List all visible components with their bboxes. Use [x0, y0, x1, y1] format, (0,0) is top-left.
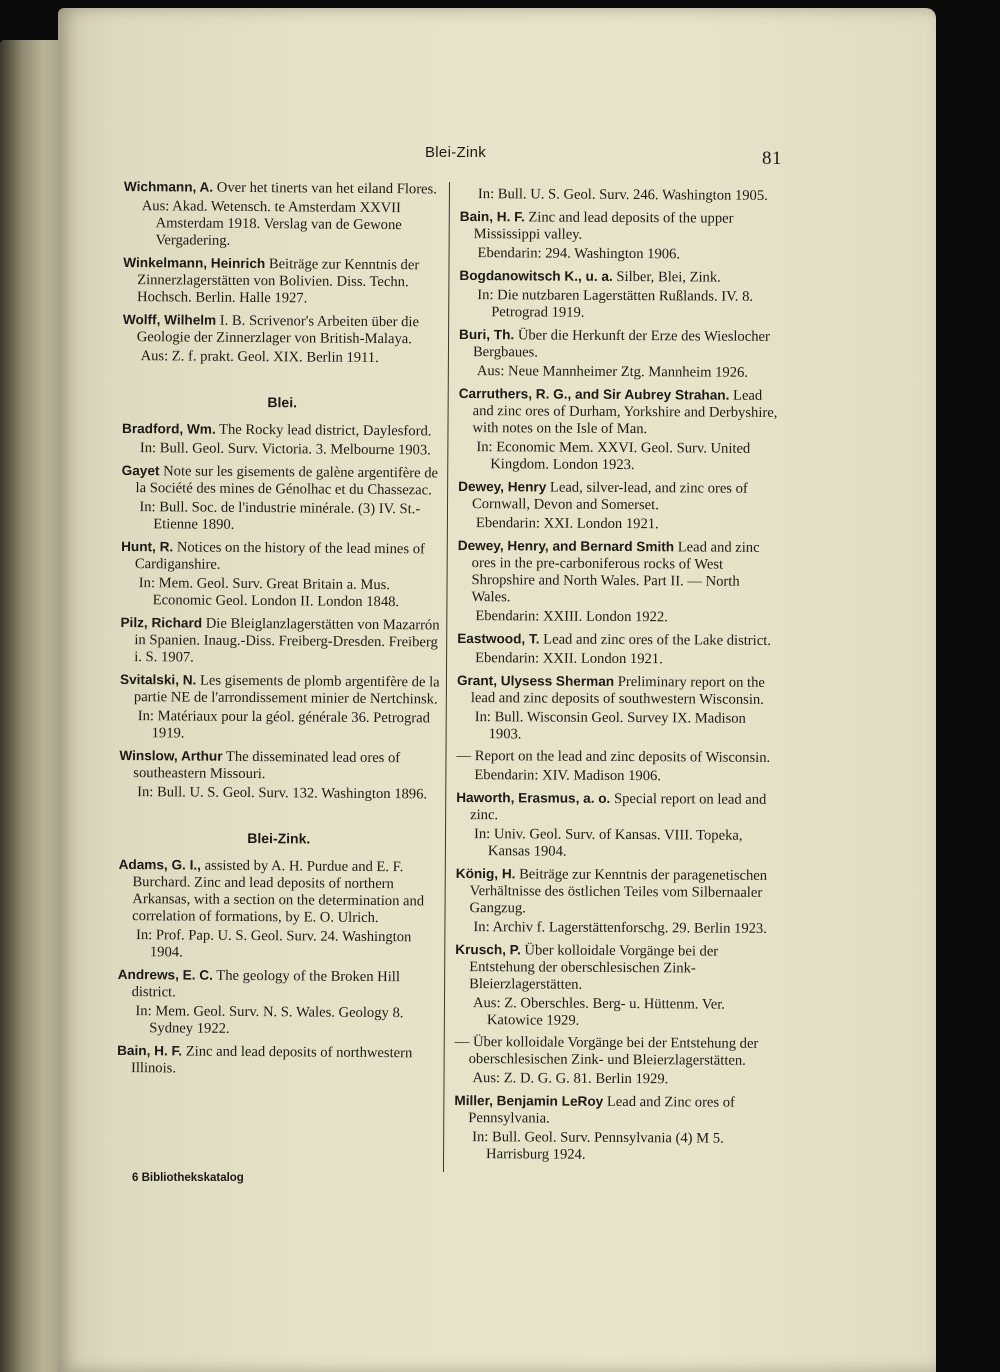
entry-main — [117, 1042, 437, 1080]
entry-author: Wolff, Wilhelm — [122, 311, 217, 328]
bibliography-entry — [118, 856, 439, 964]
entry-main — [456, 865, 778, 919]
entry-title: Die Bleiglanzlagerstätten von Mazarrón in Spanien. Inaug.-Diss. Freiberg-Dresden. Freiberg i. S. 1907. — [134, 615, 440, 666]
entry-source: In: Die nutzbaren Lagerstätten Rußlands. IV. 8. Petrograd 1919. — [477, 287, 754, 321]
bibliography-entry — [457, 630, 779, 669]
entry-title: Preliminary report on the lead and zinc deposits of southwestern Wisconsin. — [470, 673, 765, 708]
entry-title: Über die Herkunft der Erze des Wieslocher Bergbaues. — [472, 327, 770, 361]
entry-author: Winslow, Arthur — [119, 747, 223, 764]
bibliography-entry — [456, 789, 778, 862]
entry-author: Bradford, Wm. — [121, 420, 216, 437]
entry-title: Lead and zinc ores in the pre-carboniferous rocks of West Shropshire and North Wales. Part II. — North Wales. — [471, 539, 760, 606]
entry-title: — Report on the lead and zinc deposits of Wisconsin. — [456, 747, 771, 766]
bibliography-entry — [460, 208, 782, 264]
entry-title: Über kolloidale Vorgänge bei der Entstehung der oberschlesischen Zink-Bleierzlagerstätten. — [469, 942, 719, 993]
bibliography-entry — [454, 1092, 776, 1165]
entry-main — [456, 789, 778, 826]
entry-title: Over het tinerts van het eiland Flores. — [216, 179, 437, 198]
running-head: Blei-Zink — [425, 144, 487, 161]
printer-signature: 6 Bibliothekskatalog — [132, 1172, 244, 1184]
entry-title: Special report on lead and zinc. — [470, 790, 767, 824]
entry-source: In: Bull. Geol. Surv. Victoria. 3. Melbourne 1903. — [139, 440, 431, 459]
entry-title: Beiträge zur Kenntnis der paragenetischen Verhältnisse des östlichen Teiles vom Silbernaaler Gangzug. — [469, 866, 768, 917]
bibliography-entry — [123, 311, 443, 368]
bibliography-entry — [121, 462, 442, 536]
entry-author: Eastwood, T. — [457, 630, 540, 647]
entry-source: In: Bull. Soc. de l'industrie minérale. (3) IV. St.-Etienne 1890. — [139, 499, 421, 533]
entry-main — [456, 748, 778, 767]
entry-title: — Über kolloidale Vorgänge bei der Entstehung der oberschlesischen Zink- und Bleierzlagerstätten. — [454, 1033, 759, 1069]
bibliography-entry — [123, 178, 444, 252]
entry-main — [454, 1092, 776, 1129]
entry-source: In: Matériaux pour la géol. générale 36. Petrograd 1919. — [137, 708, 431, 742]
entry-main — [119, 747, 439, 785]
entry-author: Buri, Th. — [459, 326, 515, 343]
bibliography-entry — [456, 748, 778, 786]
entry-title: Lead and zinc ores of Durham, Yorkshire and Derbyshire, with notes on the Isle of Man. — [472, 387, 778, 438]
entry-title: Zinc and lead deposits of the upper Mississippi valley. — [473, 209, 734, 243]
entry-author: Gayet — [121, 462, 160, 479]
entry-author: Carruthers, R. G., and Sir Aubrey Strahan. — [458, 385, 730, 403]
entry-source: In: Bull. Wisconsin Geol. Survey IX. Madison 1903. — [474, 709, 746, 743]
bibliography-entry — [457, 672, 779, 745]
entry-author: Adams, G. I., — [118, 856, 202, 873]
entry-main — [457, 537, 779, 608]
entry-author: Dewey, Henry — [458, 478, 547, 495]
entry-title: The geology of the Broken Hill district. — [131, 967, 400, 1001]
entry-main — [457, 630, 779, 650]
entry-main — [124, 178, 444, 199]
entry-main — [455, 941, 777, 995]
entry-main — [121, 538, 441, 576]
entry-main — [123, 254, 443, 309]
entry-source: In: Mem. Geol. Surv. N. S. Wales. Geology 8. Sydney 1922. — [135, 1003, 404, 1037]
entry-source: Aus: Neue Mannheimer Ztg. Mannheim 1926. — [476, 363, 749, 381]
section-heading: Blei. — [267, 394, 298, 411]
bibliography-entry — [455, 865, 777, 938]
bibliography-entry — [117, 966, 438, 1040]
entry-source: In: Prof. Pap. U. S. Geol. Surv. 24. Washington 1904. — [135, 927, 412, 961]
bibliography-entry — [121, 538, 442, 612]
entry-author: König, H. — [455, 865, 516, 882]
bibliography-entry — [455, 941, 778, 1031]
entry-title: assisted by A. H. Purdue and E. F. Burchard. Zinc and lead deposits of northern Arkansas, with a section on the determination and correlation of formations, by E. O. Ulrich. — [132, 857, 425, 927]
page-number: 81 — [762, 148, 782, 169]
entry-source: Ebendarin: XXII. London 1921. — [475, 650, 663, 668]
entry-title: Zinc and lead deposits of northwestern Illinois. — [130, 1043, 413, 1077]
entry-main — [455, 1034, 777, 1070]
entry-source: Aus: Z. f. prakt. Geol. XIX. Berlin 1911. — [140, 348, 379, 367]
entry-author: Svitalski, N. — [120, 671, 197, 688]
entry-source: In: Bull. U. S. Geol. Surv. 132. Washington 1896. — [137, 784, 428, 803]
entry-source: Ebendarin: XXI. London 1921. — [475, 515, 659, 533]
entry-source: In: Mem. Geol. Surv. Great Britain a. Mus. Economic Geol. London II. London 1848. — [138, 575, 400, 611]
entry-main — [457, 672, 779, 709]
entry-author: Wichmann, A. — [123, 178, 214, 195]
entry-author: Winkelmann, Heinrich — [123, 254, 266, 272]
bibliography-entry — [120, 614, 440, 669]
entry-author: Grant, Ulysess Sherman — [456, 672, 615, 689]
entry-source: In: Bull. Geol. Surv. Pennsylvania (4) M 5. Harrisburg 1924. — [472, 1129, 724, 1163]
entry-main — [460, 208, 782, 245]
bibliography-entry — [460, 186, 782, 205]
entry-main — [459, 267, 781, 287]
entry-source: Aus: Akad. Wetensch. te Amsterdam XXVII Amsterdam 1918. Verslag van de Gewone Vergadering. — [141, 198, 402, 249]
entry-author: Dewey, Henry, and Bernard Smith — [457, 537, 675, 555]
entry-title: Les gisements de plomb argentifère de la partie NE de l'arrondissement minier de Nertchinsk. — [133, 672, 440, 708]
entry-main — [122, 420, 442, 441]
bibliography-entry — [123, 254, 443, 309]
entry-main — [120, 671, 440, 709]
entry-author: Miller, Benjamin LeRoy — [454, 1092, 604, 1109]
bibliography-entry — [122, 420, 442, 460]
bibliography-entry — [459, 326, 781, 382]
entry-main — [459, 326, 781, 363]
entry-author: Haworth, Erasmus, a. o. — [456, 789, 611, 806]
bibliography-entry — [119, 747, 439, 804]
bibliography-entry — [459, 267, 781, 323]
bibliography-entry — [457, 537, 780, 627]
entry-author: Bogdanowitsch K., u. a. — [459, 267, 613, 284]
entry-title: Lead and Zinc ores of Pennsylvania. — [468, 1093, 735, 1127]
entry-main — [458, 478, 780, 515]
entry-title: Notices on the history of the lead mines of Cardiganshire. — [134, 539, 425, 573]
bibliography-entry — [120, 671, 441, 745]
bibliography-entry — [458, 478, 780, 534]
entry-source: Ebendarin: XXIII. London 1922. — [475, 608, 668, 626]
entry-main — [118, 856, 439, 928]
entry-source: In: Bull. U. S. Geol. Surv. 246. Washington 1905. — [477, 186, 768, 204]
bibliography-entry — [117, 1042, 437, 1080]
entry-source: In: Archiv f. Lagerstättenforschg. 29. Berlin 1923. — [473, 919, 767, 937]
entry-title: I. B. Scrivenor's Arbeiten über die Geologie der Zinnerzlager von British-Malaya. — [136, 312, 420, 348]
left-column — [117, 178, 444, 1084]
entry-source: In: Economic Mem. XXVI. Geol. Surv. United Kingdom. London 1923. — [476, 439, 751, 474]
entry-title: The disseminated lead ores of southeastern Missouri. — [133, 748, 401, 783]
entry-source: Ebendarin: 294. Washington 1906. — [477, 245, 681, 263]
entry-source: Aus: Z. D. G. G. 81. Berlin 1929. — [472, 1070, 669, 1088]
entry-title: Lead, silver-lead, and zinc ores of Cornwall, Devon and Somerset. — [471, 479, 748, 514]
entry-author: Hunt, R. — [121, 538, 174, 555]
entry-title: Silber, Blei, Zink. — [616, 268, 721, 286]
entry-title: Beiträge zur Kenntnis der Zinnerzlagerstätten von Bolivien. Diss. Techn. Hochsch. Berlin. Halle 1927. — [137, 256, 420, 307]
entry-author: Bain, H. F. — [117, 1042, 183, 1059]
entry-author: Bain, H. F. — [459, 208, 525, 225]
entry-author: Pilz, Richard — [120, 614, 203, 631]
entry-main — [120, 614, 440, 669]
entry-source: Aus: Z. Oberschles. Berg- u. Hüttenm. Ver. Katowice 1929. — [472, 995, 726, 1029]
entry-author: Krusch, P. — [455, 941, 521, 958]
right-column — [454, 184, 782, 1170]
entry-main — [118, 966, 438, 1004]
entry-source: In: Univ. Geol. Surv. of Kansas. VIII. Topeka, Kansas 1904. — [473, 826, 743, 860]
entry-title: Lead and zinc ores of the Lake district. — [543, 631, 771, 649]
entry-author: Andrews, E. C. — [117, 966, 213, 983]
entry-title: Note sur les gisements de galène argentifère de la Société des mines de Génolhac et du Chassezac. — [135, 463, 439, 499]
entry-source: Ebendarin: XIV. Madison 1906. — [474, 767, 662, 785]
book-spine — [0, 40, 62, 1372]
entry-main — [121, 462, 441, 500]
bibliography-entry — [454, 1034, 776, 1089]
entry-main — [123, 311, 443, 349]
entry-main — [458, 385, 780, 439]
bibliography-entry — [458, 385, 781, 475]
entry-title: The Rocky lead district, Daylesford. — [219, 421, 432, 440]
section-heading: Blei-Zink. — [247, 829, 311, 847]
